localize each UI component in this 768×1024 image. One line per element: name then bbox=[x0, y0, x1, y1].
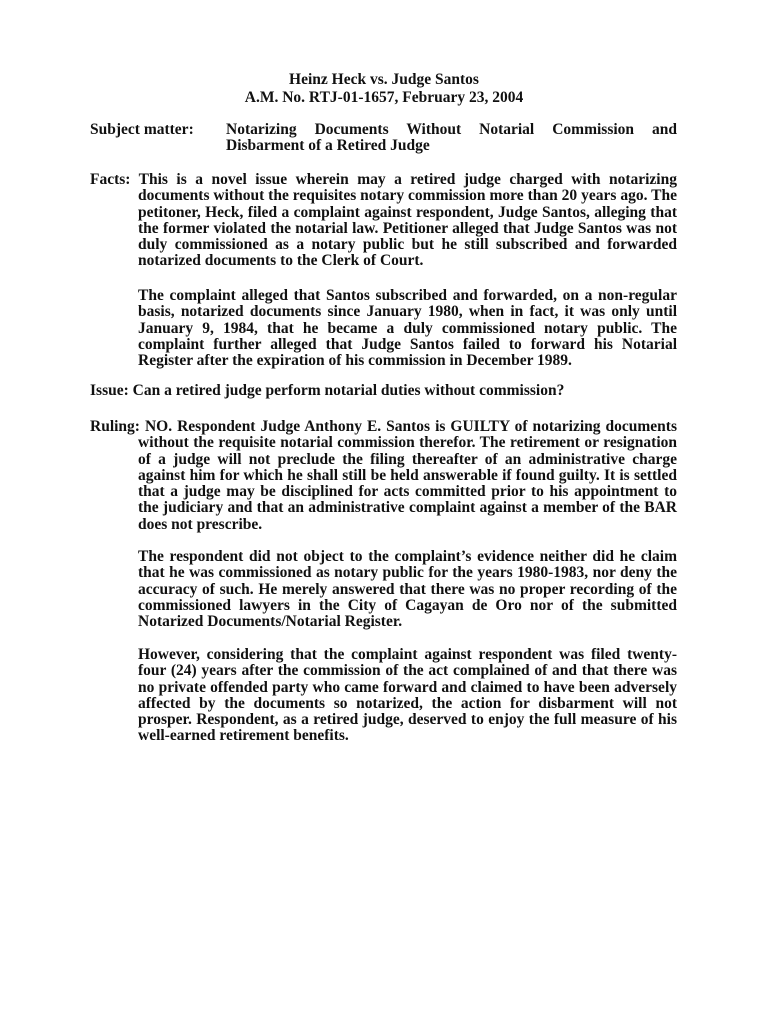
case-title: Heinz Heck vs. Judge Santos bbox=[289, 71, 479, 88]
facts-paragraph-2: The complaint alleged that Santos subscribed and forwarded, on a non-regular basis, notarized documents since January 1980, when in fact, it was only until January 9, 1984, that he became a duly commissioned notary public. The complaint further alleged that Judge Santos failed to forward his Notarial Register after the expiration of his commission in December 1989. bbox=[138, 287, 677, 370]
ruling-paragraph-3: However, considering that the complaint against respondent was filed twenty-four (24) years after the commission of the act complained of and that there was no private offended party who came forward and claimed to have been adversely affected by the documents so notarized, the action for disbarment will not prosper. Respondent, as a retired judge, deserved to enjoy the full measure of his well-earned retirement benefits. bbox=[138, 646, 677, 745]
subject-matter-text: Notarizing Documents Without Notarial Commission and Disbarment of a Retired Judge bbox=[226, 121, 677, 155]
facts-label: Facts: bbox=[90, 171, 131, 188]
facts-paragraph-1: This is a novel issue wherein may a retired judge charged with notarizing documents without the requisites notary commission more than 20 years ago. The petitoner, Heck, filed a complaint against respondent, Judge Santos, alleging that the former violated the notarial law. Petitioner alleged that Judge Santos was not duly commissioned as a notary public but he still subscribed and forwarded notarized documents to the Clerk of Court. bbox=[138, 171, 677, 270]
ruling-section bbox=[90, 419, 677, 533]
ruling-paragraph-1: NO. Respondent Judge Anthony E. Santos is GUILTY of notarizing documents without the requisite notarial commission therefor. The retirement or resignation of a judge will not preclude the filing thereafter of an administrative charge against him for which he shall still be held answerable if found guilty. It is settled that a judge may be disciplined for acts committed prior to his appointment to the judiciary and that an administrative complaint against a member of the BAR does not prescribe. bbox=[138, 418, 677, 533]
facts-section bbox=[90, 172, 677, 270]
ruling-paragraph-2: The respondent did not object to the complaint’s evidence neither did he claim that he was commissioned as notary public for the years 1980-1983, nor deny the accuracy of such. He merely answered that there was no proper recording of the commissioned lawyers in the City of Cagayan de Oro nor of the submitted Notarized Documents/Notarial Register. bbox=[138, 548, 677, 631]
subject-matter-label: Subject matter: bbox=[90, 121, 194, 138]
issue-section bbox=[90, 383, 677, 399]
issue-label: Issue: bbox=[90, 382, 129, 399]
case-citation: A.M. No. RTJ-01-1657, February 23, 2004 bbox=[244, 89, 524, 106]
ruling-label: Ruling: bbox=[90, 418, 140, 435]
issue-text: Can a retired judge perform notarial duties without commission? bbox=[132, 382, 565, 399]
